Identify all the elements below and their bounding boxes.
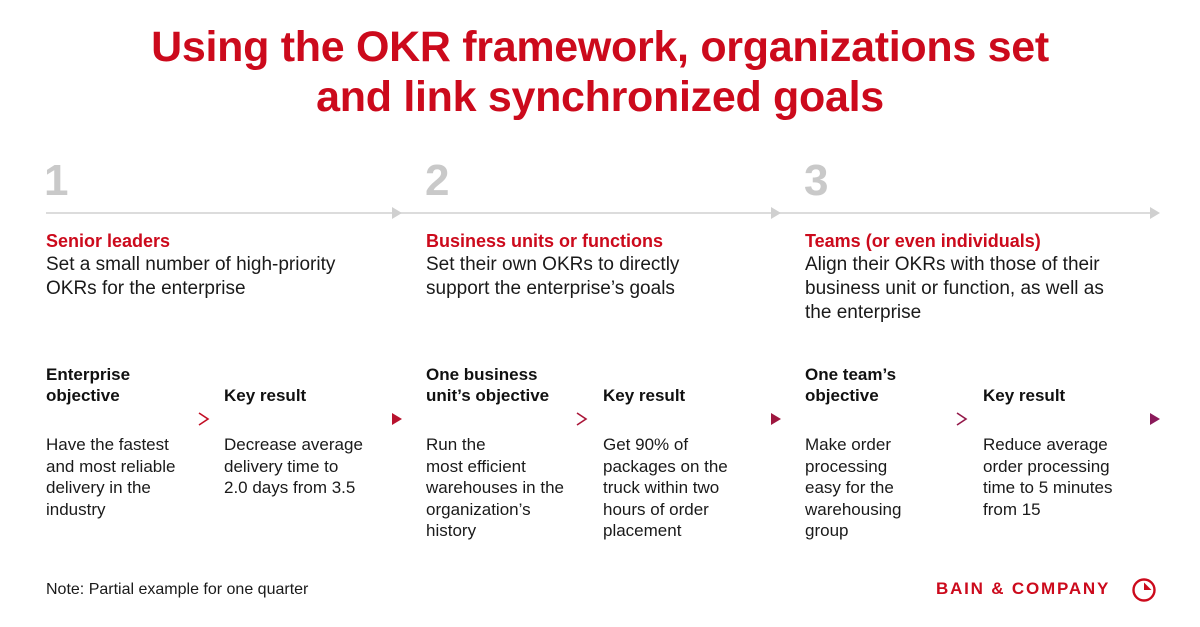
column-body-line: from 15 <box>983 499 1041 519</box>
column-body-line: time to 5 minutes <box>983 478 1113 498</box>
stage-description-line: the enterprise <box>805 302 922 323</box>
title-line-1: Using the OKR framework, organizations set <box>151 23 1049 71</box>
column-body-line: organization’s <box>426 499 531 519</box>
column-body-line: Get 90% of <box>603 435 689 454</box>
column-body-line: 2.0 days from 3.5 <box>224 478 356 498</box>
column-body-line: industry <box>46 499 106 519</box>
column-body-line: warehouses in the <box>426 478 564 498</box>
column-body-line: delivery time to <box>224 456 339 476</box>
column-body-key-result-1 <box>224 434 363 499</box>
flow-arrow-1-icon <box>392 413 402 425</box>
column-body-line: hours of order <box>603 499 709 519</box>
flow-arrow-2-icon <box>771 413 781 425</box>
column-header-line: One business <box>426 365 538 384</box>
stage-arrow-3-icon <box>1150 207 1160 219</box>
column-body-line: most efficient <box>426 456 526 476</box>
stage-timeline <box>46 207 1160 219</box>
stage-description-line: Align their OKRs with those of their <box>805 254 1100 275</box>
column-body-key-result-3 <box>983 434 1112 520</box>
column-body-line: Decrease average <box>224 435 363 454</box>
column-header-enterprise-objective <box>46 364 130 406</box>
column-header-line: objective <box>805 386 879 405</box>
column-body-line: order processing <box>983 456 1110 476</box>
column-header-business-unit-objective <box>426 364 549 406</box>
column-header-line: objective <box>46 386 120 405</box>
column-body-business-unit-objective <box>426 434 564 542</box>
okr-flow <box>46 413 1160 425</box>
column-body-line: delivery in the <box>46 478 151 498</box>
column-body-line: history <box>426 521 477 541</box>
column-header-key-result-2 <box>603 385 685 406</box>
column-header-line: Key result <box>603 386 686 405</box>
stage-number-3: 3 <box>804 156 829 205</box>
column-body-line: placement <box>603 521 682 541</box>
stage-arrow-1-icon <box>392 207 402 219</box>
column-header-key-result-1 <box>224 385 306 406</box>
column-header-team-objective <box>805 364 896 406</box>
column-body-line: truck within two <box>603 478 720 498</box>
stage-title-1: Senior leaders <box>46 231 171 251</box>
column-header-key-result-3 <box>983 385 1065 406</box>
column-body-line: Reduce average <box>983 435 1108 454</box>
column-body-line: packages on the <box>603 456 728 476</box>
column-body-line: warehousing <box>805 499 902 519</box>
stage-description-line: support the enterprise’s goals <box>426 278 675 299</box>
column-body-key-result-2 <box>603 434 728 542</box>
column-body-line: processing <box>805 456 888 476</box>
column-body-line: easy for the <box>805 478 894 498</box>
column-body-line: and most reliable <box>46 456 176 476</box>
column-body-line: Make order <box>805 435 891 454</box>
footnote: Note: Partial example for one quarter <box>46 581 309 598</box>
column-body-enterprise-objective <box>46 434 175 520</box>
column-header-line: Key result <box>983 386 1066 405</box>
flow-arrow-3-icon <box>1150 413 1160 425</box>
stage-title-3: Teams (or even individuals) <box>805 231 1041 251</box>
stage-description-line: Set a small number of high-priority <box>46 254 336 275</box>
stage-description-line: OKRs for the enterprise <box>46 278 246 299</box>
stage-description-3 <box>805 253 1104 325</box>
column-header-line: Enterprise <box>46 365 131 384</box>
stage-number-2: 2 <box>425 156 450 205</box>
stage-description-line: business unit or function, as well as <box>805 278 1104 299</box>
column-body-line: Run the <box>426 435 486 454</box>
brand-wordmark: BAIN & COMPANY <box>936 579 1111 598</box>
column-header-line: unit’s objective <box>426 386 550 405</box>
column-body-line: Have the fastest <box>46 435 169 454</box>
column-body-team-objective <box>805 434 901 542</box>
stage-description-line: Set their own OKRs to directly <box>426 254 680 275</box>
stage-title-2: Business units or functions <box>426 231 664 251</box>
stage-number-1: 1 <box>44 156 69 205</box>
stage-arrow-2-icon <box>771 207 781 219</box>
title-line-2: and link synchronized goals <box>316 73 884 121</box>
stage-description-1 <box>46 253 335 301</box>
column-header-line: Key result <box>224 386 307 405</box>
brand-logo-icon <box>1131 577 1157 603</box>
column-body-line: group <box>805 521 849 541</box>
stage-description-2 <box>426 253 679 301</box>
column-header-line: One team’s <box>805 365 897 384</box>
